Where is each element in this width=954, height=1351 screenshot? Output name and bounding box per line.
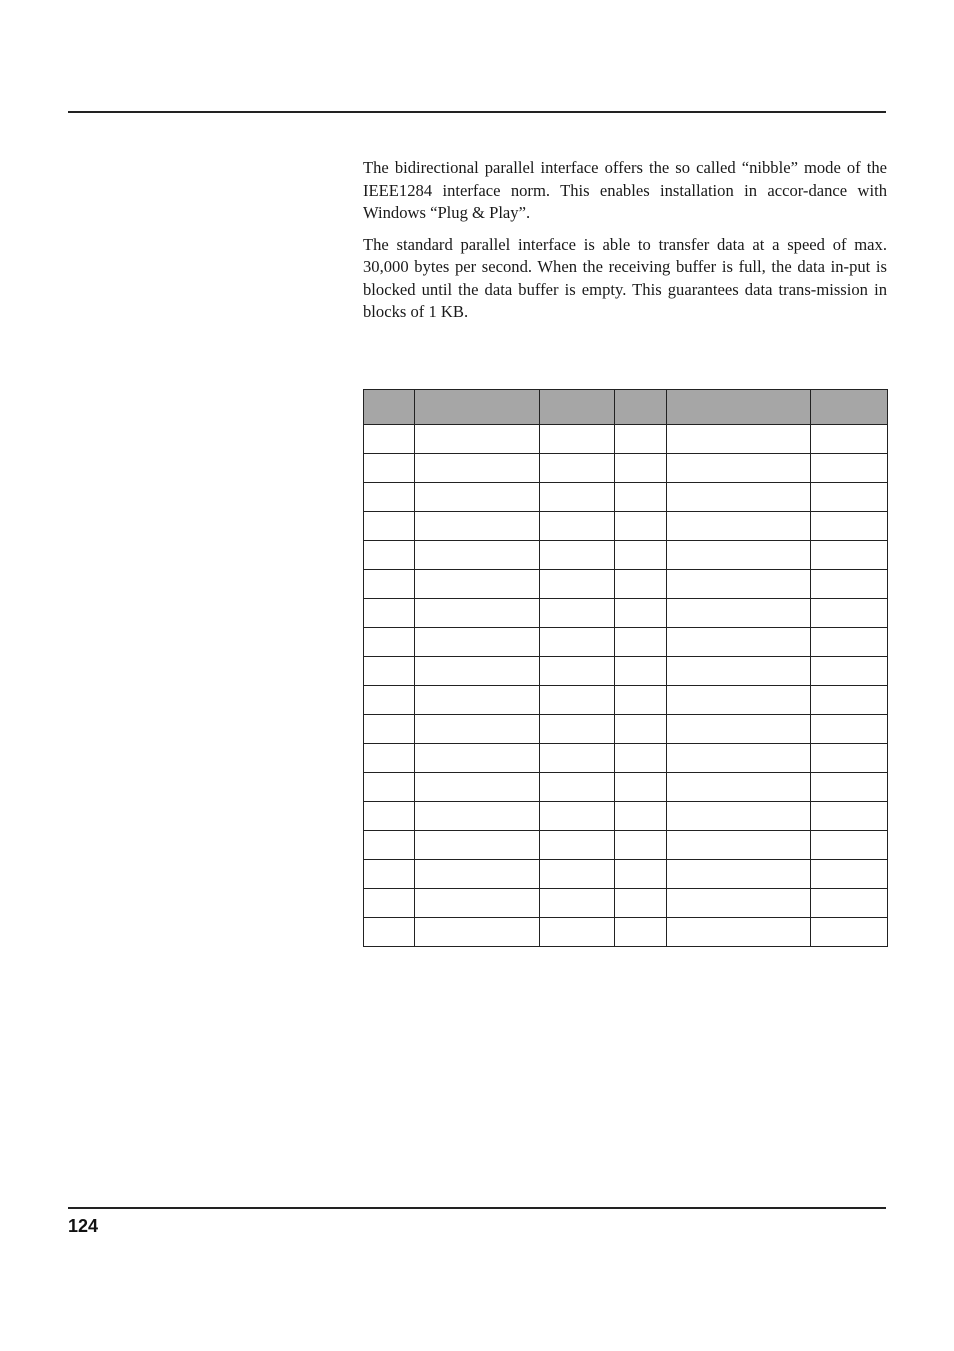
table-cell [667, 860, 811, 889]
table-cell [540, 425, 615, 454]
table-row [364, 744, 888, 773]
table-row [364, 541, 888, 570]
table-cell [811, 512, 888, 541]
table-cell [415, 628, 540, 657]
table-cell [415, 860, 540, 889]
table-cell [811, 889, 888, 918]
header-rule [68, 111, 886, 113]
table-cell [540, 889, 615, 918]
table-cell [667, 744, 811, 773]
table-cell [540, 744, 615, 773]
paragraph-nibble-mode: The bidirectional parallel interface offers the so called “nibble” mode of the IEEE1284 interface norm. This enables installation in accor-dance with Windows “Plug & Play”. [363, 158, 887, 222]
table-cell [811, 628, 888, 657]
table-row [364, 628, 888, 657]
table-cell [667, 686, 811, 715]
table-cell [364, 686, 415, 715]
table-cell [540, 541, 615, 570]
table-cell [667, 773, 811, 802]
table-cell [615, 860, 667, 889]
table-cell [540, 657, 615, 686]
table-cell [540, 918, 615, 947]
pin-assignment-table [363, 389, 888, 947]
table-cell [615, 657, 667, 686]
table-cell [540, 599, 615, 628]
table-cell [811, 541, 888, 570]
table-cell [667, 889, 811, 918]
table-cell [364, 802, 415, 831]
table-body [364, 425, 888, 947]
table-row [364, 570, 888, 599]
table-cell [811, 570, 888, 599]
table-cell [811, 483, 888, 512]
table-cell [615, 831, 667, 860]
table-cell [811, 599, 888, 628]
table-cell [667, 628, 811, 657]
table-cell [364, 657, 415, 686]
table-cell [811, 831, 888, 860]
table-cell [667, 831, 811, 860]
table-cell [364, 773, 415, 802]
body-text [363, 157, 887, 333]
table-row [364, 686, 888, 715]
table-cell [364, 483, 415, 512]
table-cell [615, 744, 667, 773]
table-cell [540, 802, 615, 831]
table-cell [415, 425, 540, 454]
table-row [364, 599, 888, 628]
table-cell [540, 686, 615, 715]
table-row [364, 715, 888, 744]
footer-rule [68, 1207, 886, 1209]
table-cell [615, 918, 667, 947]
table-cell [415, 454, 540, 483]
table-cell [667, 599, 811, 628]
table-cell [615, 570, 667, 599]
paragraph-transfer-speed: The standard parallel interface is able to transfer data at a speed of max. 30,000 bytes per second. When the receiving buffer is full, the data in-put is blocked until the data buffer is empty. This guarantees data trans-mission in blocks of 1 KB. [363, 234, 887, 321]
table-cell [364, 512, 415, 541]
table-row [364, 860, 888, 889]
table-cell [811, 773, 888, 802]
table-cell [811, 802, 888, 831]
table-cell [415, 918, 540, 947]
table-cell [364, 889, 415, 918]
table-row [364, 831, 888, 860]
table-cell [615, 802, 667, 831]
table-row [364, 802, 888, 831]
table-cell [364, 831, 415, 860]
table-cell [667, 802, 811, 831]
table-cell [364, 918, 415, 947]
table-cell [540, 773, 615, 802]
table-cell [540, 454, 615, 483]
table-cell [364, 715, 415, 744]
table-cell [615, 715, 667, 744]
table-cell [811, 744, 888, 773]
table-row [364, 657, 888, 686]
table-row [364, 483, 888, 512]
table-row [364, 454, 888, 483]
table-cell [364, 744, 415, 773]
table-cell [540, 831, 615, 860]
table-cell [415, 773, 540, 802]
table-header-row [364, 390, 888, 425]
table-cell [811, 454, 888, 483]
table-cell [415, 744, 540, 773]
table-cell [667, 425, 811, 454]
table-cell [415, 889, 540, 918]
table-header-cell [415, 390, 540, 425]
table-cell [667, 570, 811, 599]
table-cell [540, 570, 615, 599]
table-cell [811, 425, 888, 454]
table-header-cell [364, 390, 415, 425]
table-cell [811, 657, 888, 686]
table-cell [364, 860, 415, 889]
table-cell [615, 599, 667, 628]
table-row [364, 918, 888, 947]
table-cell [811, 686, 888, 715]
table-cell [615, 425, 667, 454]
table-cell [415, 831, 540, 860]
table-cell [364, 425, 415, 454]
table-row [364, 512, 888, 541]
table-cell [415, 541, 540, 570]
table-cell [364, 570, 415, 599]
table-cell [415, 715, 540, 744]
table-cell [540, 628, 615, 657]
table-cell [540, 860, 615, 889]
table-cell [364, 541, 415, 570]
table-row [364, 773, 888, 802]
table-row [364, 425, 888, 454]
table-cell [667, 454, 811, 483]
table-cell [667, 918, 811, 947]
table-cell [667, 657, 811, 686]
table-header-cell [667, 390, 811, 425]
table-cell [540, 512, 615, 541]
table-cell [415, 483, 540, 512]
table-header-cell [615, 390, 667, 425]
table-cell [615, 628, 667, 657]
table-cell [364, 628, 415, 657]
table-cell [415, 570, 540, 599]
table-cell [667, 541, 811, 570]
table-cell [364, 454, 415, 483]
table-cell [615, 686, 667, 715]
table-cell [415, 512, 540, 541]
table-cell [415, 802, 540, 831]
table-cell [415, 686, 540, 715]
table-cell [415, 657, 540, 686]
table-cell [811, 860, 888, 889]
table-cell [615, 512, 667, 541]
page-number: 124 [68, 1216, 99, 1236]
table-cell [540, 715, 615, 744]
table-cell [615, 483, 667, 512]
table-header-cell [811, 390, 888, 425]
table-cell [615, 773, 667, 802]
table-cell [415, 599, 540, 628]
table-cell [811, 715, 888, 744]
table-cell [667, 483, 811, 512]
table-cell [615, 541, 667, 570]
table-cell [540, 483, 615, 512]
table-cell [615, 454, 667, 483]
table-header-cell [540, 390, 615, 425]
table-cell [811, 918, 888, 947]
table-cell [615, 889, 667, 918]
table-row [364, 889, 888, 918]
table-cell [667, 512, 811, 541]
table-cell [364, 599, 415, 628]
table-cell [667, 715, 811, 744]
